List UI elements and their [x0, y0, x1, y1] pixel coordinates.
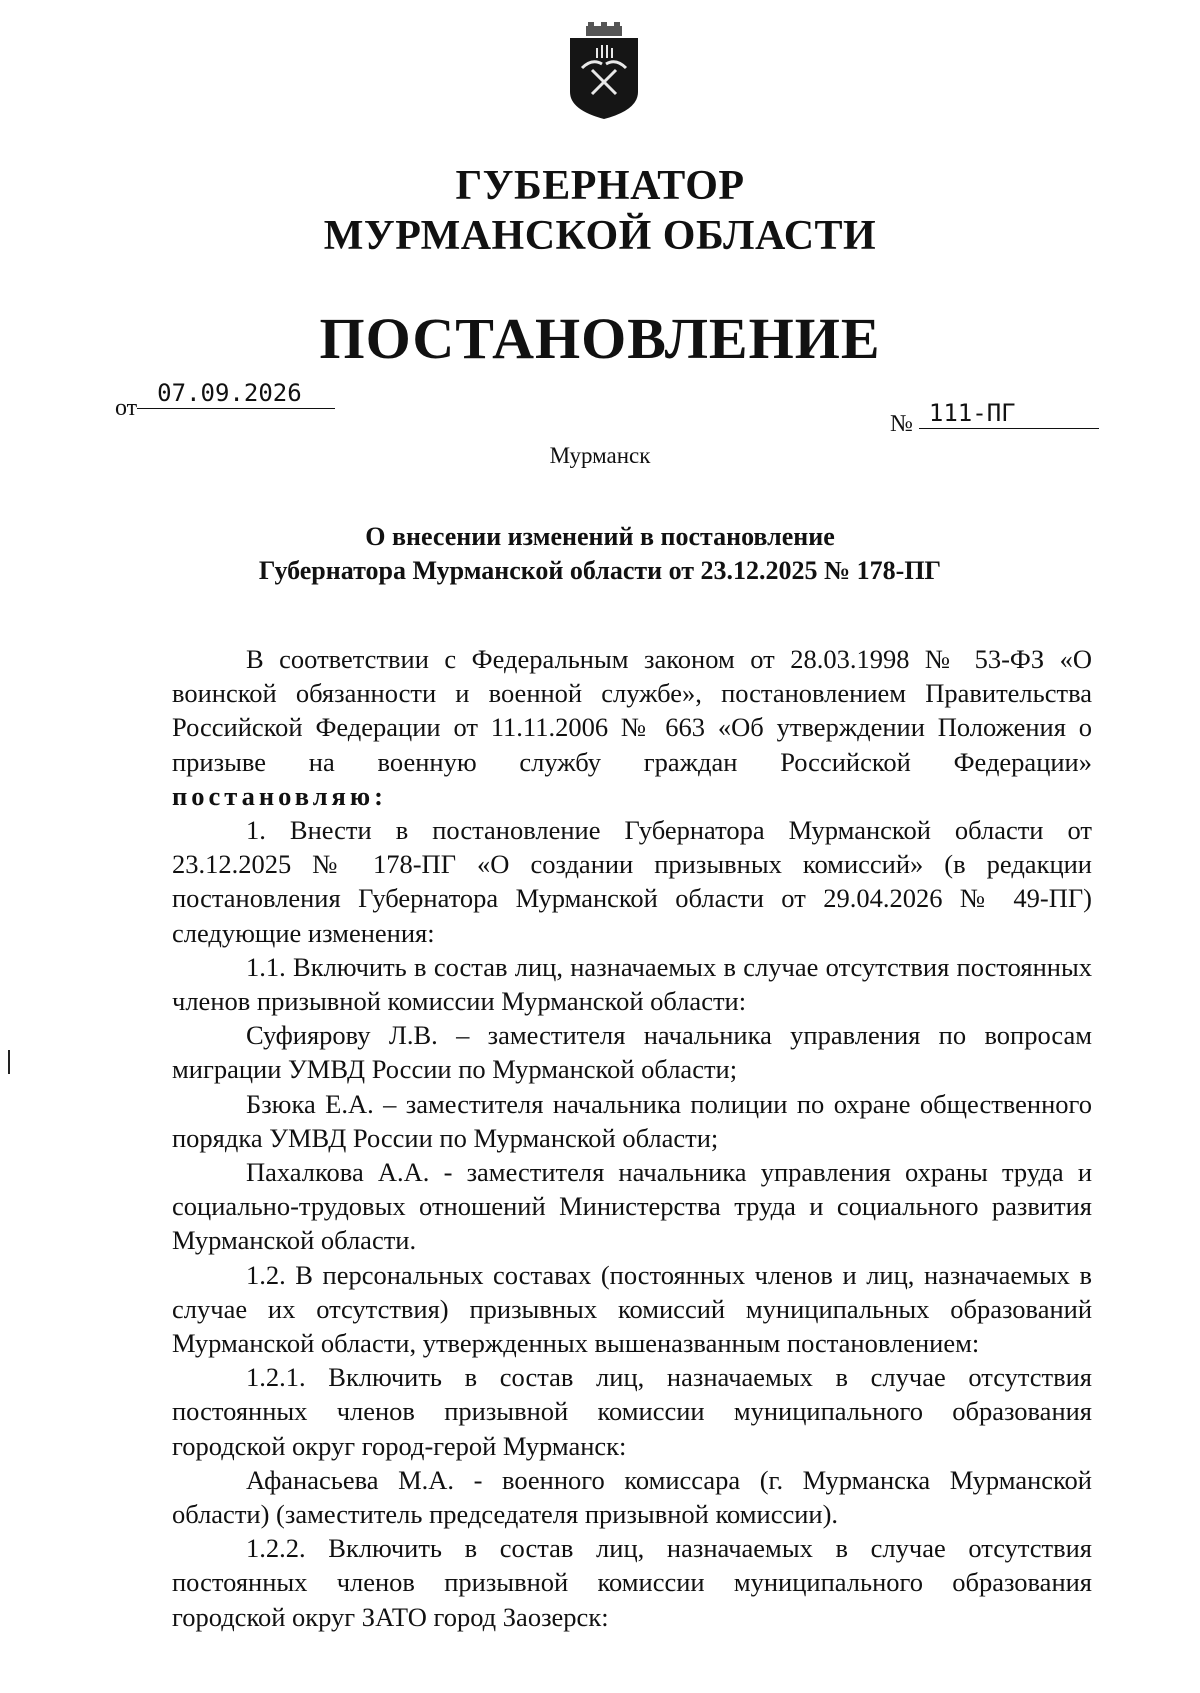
- org-title-line1: ГУБЕРНАТОР: [455, 163, 745, 209]
- paragraph-item-1-1: 1.1. Включить в состав лиц, назначаемых в случае отсутствия постоянных членов призывной комиссии Мурманской области:: [172, 951, 1092, 1017]
- subject-line2: Губернатора Мурманской области от 23.12.2025 № 178-ПГ: [258, 556, 942, 585]
- subject-line1: О внесении изменений в постановление: [365, 522, 835, 551]
- scan-margin-mark: [8, 1050, 10, 1074]
- date-label: от: [115, 395, 138, 421]
- number-value: 111-ПГ: [919, 398, 1099, 429]
- paragraph-item-1-2-2: 1.2.2. Включить в состав лиц, назначаемых в случае отсутствия постоянных членов призывной комиссии муниципального образования городской округ ЗАТО город Заозерск:: [172, 1533, 1092, 1632]
- number-label: №: [890, 411, 913, 437]
- emblem-crown: [586, 22, 622, 36]
- date-value: 07.09.2026: [137, 378, 335, 409]
- paragraph-person-bzyuk: Бзюка Е.А. – заместителя начальника полиции по охране общественного порядка УМВД России по Мурманской области;: [172, 1088, 1092, 1153]
- document-body: [172, 642, 1092, 1634]
- paragraph-person-afanasyev: Афанасьева М.А. - военного комиссара (г. Мурманска Мурманской области) (заместитель председателя призывной комиссии).: [172, 1464, 1092, 1530]
- emblem-shield: [570, 38, 638, 119]
- document-type-heading: ПОСТАНОВЛЕНИЕ: [319, 306, 881, 371]
- paragraph-person-sufiyarova: Суфиярову Л.В. – заместителя начальника управления по вопросам миграции УМВД России по Мурманской области;: [172, 1020, 1092, 1085]
- paragraph-item-1-2-1: 1.2.1. Включить в состав лиц, назначаемых в случае отсутствия постоянных членов призывной комиссии муниципального образования городской округ город-герой Мурманск:: [172, 1362, 1092, 1461]
- number-field: [890, 399, 1099, 439]
- city-name: Мурманск: [549, 443, 651, 468]
- paragraph-preamble: [172, 642, 1092, 813]
- murmansk-coat-of-arms-icon: [566, 22, 642, 120]
- paragraph-item-1: 1. Внести в постановление Губернатора Мурманской области от 23.12.2025 № 178-ПГ «О создании призывных комиссий» (в редакции постановления Губернатора Мурманской области от 29.04.2026 № 49-ПГ) следующие изменения:: [172, 815, 1092, 948]
- org-title-line2: МУРМАНСКОЙ ОБЛАСТИ: [323, 213, 877, 259]
- paragraph-emphasis: постановляю:: [172, 780, 387, 811]
- paragraph-person-pakhalkov: Пахалкова А.А. - заместителя начальника управления охраны труда и социально-трудовых отношений Министерства труда и социального развития Мурманской области.: [172, 1157, 1092, 1256]
- paragraph-text: В соответствии с Федеральным законом от 28.03.1998 № 53-ФЗ «О воинской обязанности и военной службе», постановлением Правительства Российской Федерации от 11.11.2006 № 663 «Об утверждении Положения о призыве на военную службу граждан Российской Федерации»: [172, 644, 1092, 777]
- date-field: [115, 379, 335, 423]
- paragraph-item-1-2: 1.2. В персональных составах (постоянных членов и лиц, назначаемых в случае их отсутствия) призывных комиссий муниципальных образований Мурманской области, утвержденных вышеназванным постановлением:: [172, 1259, 1092, 1359]
